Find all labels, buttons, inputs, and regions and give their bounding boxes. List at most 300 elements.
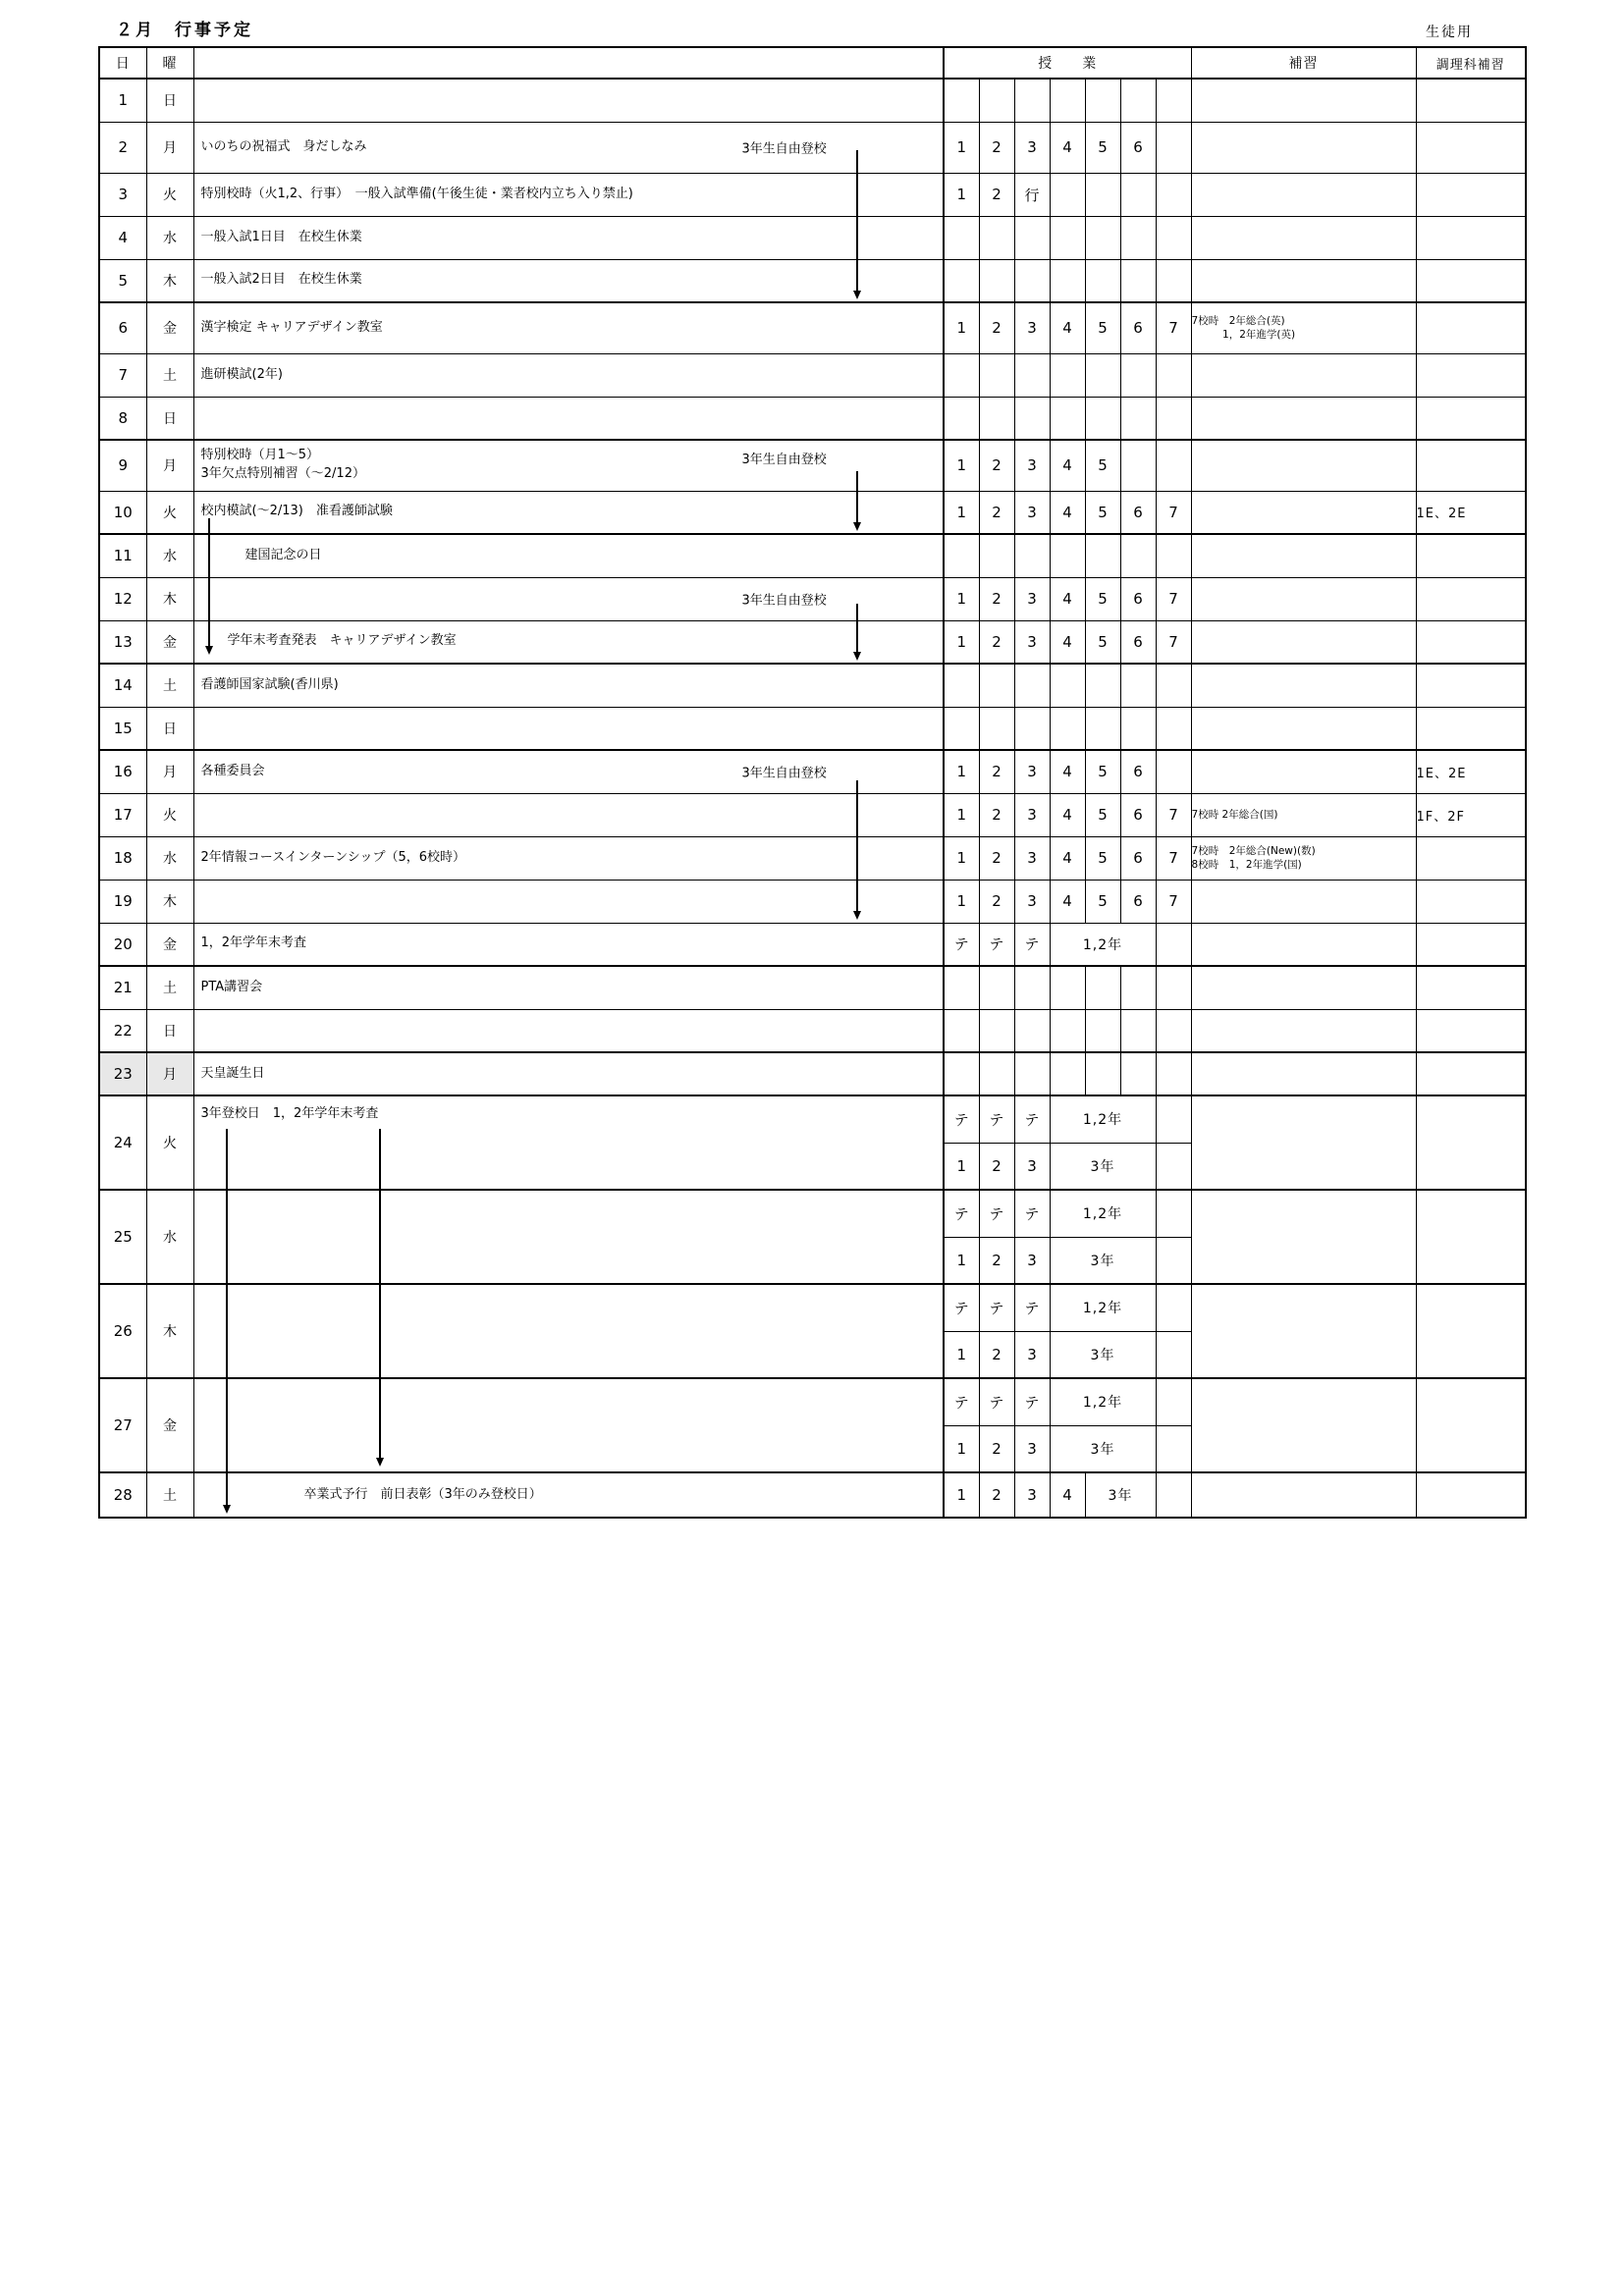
weekday-cell: 水	[146, 836, 193, 880]
period-cell: テ	[979, 1378, 1014, 1425]
supplementary-cell	[1191, 353, 1416, 397]
period-cell: 2	[979, 836, 1014, 880]
period-cell	[1156, 1425, 1191, 1472]
period-cell	[1156, 1190, 1191, 1237]
supplementary-cell	[1191, 620, 1416, 664]
supplementary-cell	[1191, 1009, 1416, 1052]
cooking-supplementary-cell	[1416, 1009, 1526, 1052]
period-cell: 2	[979, 880, 1014, 923]
supplementary-cell	[1191, 966, 1416, 1009]
period-group-cell: 1,2年	[1050, 1095, 1156, 1143]
day-cell: 28	[99, 1472, 146, 1518]
event-line1: 2年情報コースインターンシップ（5，6校時）	[200, 849, 466, 865]
period-cell	[1156, 966, 1191, 1009]
schedule-row-13	[99, 620, 1526, 664]
event-cell	[193, 1190, 944, 1284]
period-cell: 6	[1120, 302, 1156, 353]
period-cell: 3	[1014, 440, 1050, 491]
period-cell	[1156, 122, 1191, 173]
weekday-cell: 木	[146, 577, 193, 620]
day-cell: 16	[99, 750, 146, 793]
period-cell	[1120, 534, 1156, 577]
down-arrow-free-attendance-feb2	[856, 150, 858, 297]
event-line1: 3年登校日 1，2年学年末考査	[200, 1106, 379, 1121]
period-cell	[1156, 1143, 1191, 1190]
cooking-supplementary-cell	[1416, 216, 1526, 259]
period-cell	[1156, 1237, 1191, 1284]
day-cell: 24	[99, 1095, 146, 1190]
period-cell	[1014, 259, 1050, 302]
cooking-supplementary-cell	[1416, 440, 1526, 491]
event-cell	[193, 302, 944, 353]
period-cell	[1156, 259, 1191, 302]
event-text	[194, 1486, 944, 1505]
event-line1: いのちの祝福式 身だしなみ	[200, 138, 367, 154]
event-line1: 特別校時（月1～5）	[200, 448, 320, 463]
cooking-supplementary-cell	[1416, 353, 1526, 397]
period-cell	[979, 534, 1014, 577]
weekday-cell: 月	[146, 750, 193, 793]
cooking-supplementary-cell	[1416, 1095, 1526, 1190]
period-cell	[1085, 173, 1120, 216]
cooking-supplementary-cell: 1E、2E	[1416, 750, 1526, 793]
period-cell	[1050, 397, 1085, 440]
cooking-supplementary-cell	[1416, 923, 1526, 966]
schedule-row-1	[99, 79, 1526, 122]
weekday-cell: 火	[146, 793, 193, 836]
event-line1: 学年末考査発表 キャリアデザイン教室	[227, 633, 457, 649]
period-cell	[1120, 1009, 1156, 1052]
event-text	[194, 934, 944, 953]
period-cell	[1014, 534, 1050, 577]
day-cell: 5	[99, 259, 146, 302]
period-group-cell: 1,2年	[1050, 1378, 1156, 1425]
weekday-cell: 水	[146, 534, 193, 577]
day-cell: 6	[99, 302, 146, 353]
event-text	[194, 138, 944, 157]
period-cell: テ	[944, 923, 979, 966]
period-cell	[979, 397, 1014, 440]
period-cell: 2	[979, 1237, 1014, 1284]
period-cell: 6	[1120, 793, 1156, 836]
event-line1: 各種委員会	[200, 763, 265, 778]
day-cell: 20	[99, 923, 146, 966]
period-cell: テ	[1014, 1284, 1050, 1331]
header-weekday: 曜	[146, 47, 193, 79]
period-cell	[1014, 1052, 1050, 1095]
event-text	[194, 1065, 944, 1084]
period-cell	[979, 707, 1014, 750]
period-cell: テ	[944, 1095, 979, 1143]
event-text	[194, 1379, 944, 1388]
event-cell	[193, 259, 944, 302]
period-cell: 1	[944, 793, 979, 836]
period-cell	[1085, 707, 1120, 750]
period-cell: 1	[944, 440, 979, 491]
period-cell: 5	[1085, 491, 1120, 534]
period-cell: 4	[1050, 491, 1085, 534]
period-cell	[1050, 966, 1085, 1009]
cooking-supplementary-cell	[1416, 173, 1526, 216]
supplementary-cell	[1191, 1052, 1416, 1095]
period-cell: テ	[944, 1378, 979, 1425]
down-arrow-free-attendance-feb9	[856, 471, 858, 529]
schedule-row-2	[99, 122, 1526, 173]
period-cell: 2	[979, 1425, 1014, 1472]
supplementary-cell	[1191, 534, 1416, 577]
period-cell	[1120, 707, 1156, 750]
period-group-cell: 3年	[1050, 1331, 1156, 1378]
cooking-supplementary-cell	[1416, 79, 1526, 122]
weekday-cell: 月	[146, 1052, 193, 1095]
period-cell	[944, 534, 979, 577]
day-cell: 26	[99, 1284, 146, 1378]
period-cell: 1	[944, 302, 979, 353]
weekday-cell: 木	[146, 259, 193, 302]
event-text	[194, 849, 944, 868]
cooking-supplementary-cell	[1416, 1284, 1526, 1378]
event-line1: 漢字検定 キャリアデザイン教室	[200, 319, 383, 335]
period-group-cell: 1,2年	[1050, 923, 1156, 966]
event-cell	[193, 440, 944, 491]
period-cell	[1050, 1009, 1085, 1052]
period-cell: 1	[944, 1425, 979, 1472]
event-cell	[193, 173, 944, 216]
schedule-row-23	[99, 1052, 1526, 1095]
period-cell	[979, 353, 1014, 397]
period-cell: 6	[1120, 577, 1156, 620]
period-cell	[1120, 440, 1156, 491]
event-text	[194, 632, 944, 651]
period-cell: 6	[1120, 836, 1156, 880]
schedule-row-16	[99, 750, 1526, 793]
period-cell: 1	[944, 122, 979, 173]
period-cell	[1050, 707, 1085, 750]
period-cell: 5	[1085, 750, 1120, 793]
day-cell: 4	[99, 216, 146, 259]
period-cell	[944, 966, 979, 1009]
period-cell	[1085, 966, 1120, 1009]
supplementary-cell	[1191, 397, 1416, 440]
event-line1: 特別校時（火1,2、行事） 一般入試準備(午後生徒・業者校内立ち入り禁止)	[200, 186, 633, 201]
period-cell	[1014, 79, 1050, 122]
day-cell: 1	[99, 79, 146, 122]
event-right-note: 3年生自由登校	[741, 141, 827, 157]
period-cell: 7	[1156, 577, 1191, 620]
event-cell	[193, 1009, 944, 1052]
period-cell	[1156, 440, 1191, 491]
event-line1: 建国記念の日	[244, 547, 322, 562]
weekday-cell: 日	[146, 1009, 193, 1052]
period-cell	[1085, 1052, 1120, 1095]
event-line1: 1，2年学年末考査	[200, 935, 307, 951]
event-cell	[193, 620, 944, 664]
event-text	[194, 1096, 944, 1124]
period-cell: 1	[944, 880, 979, 923]
weekday-cell: 木	[146, 880, 193, 923]
cooking-supplementary-cell	[1416, 620, 1526, 664]
day-cell: 2	[99, 122, 146, 173]
schedule-row-24	[99, 1095, 1526, 1143]
period-cell	[1014, 664, 1050, 707]
period-cell	[1156, 173, 1191, 216]
cooking-supplementary-cell	[1416, 1190, 1526, 1284]
period-cell: 2	[979, 122, 1014, 173]
schedule-row-14	[99, 664, 1526, 707]
period-cell	[1050, 173, 1085, 216]
period-cell: 2	[979, 491, 1014, 534]
period-cell	[1085, 353, 1120, 397]
period-cell: 5	[1085, 620, 1120, 664]
event-text	[194, 229, 944, 247]
event-line1: 校内模試(～2/13) 准看護師試験	[200, 504, 393, 519]
event-right-note: 3年生自由登校	[741, 593, 827, 609]
schedule-row-8	[99, 397, 1526, 440]
period-cell	[1156, 1009, 1191, 1052]
supplementary-cell	[1191, 577, 1416, 620]
schedule-row-4	[99, 216, 1526, 259]
event-line1: 看護師国家試験(香川県)	[200, 676, 339, 692]
event-text	[194, 547, 944, 565]
period-cell	[944, 707, 979, 750]
cooking-supplementary-cell	[1416, 880, 1526, 923]
event-cell	[193, 534, 944, 577]
period-cell	[1050, 353, 1085, 397]
period-cell: 3	[1014, 122, 1050, 173]
period-cell	[1156, 216, 1191, 259]
period-cell	[1014, 1009, 1050, 1052]
event-text	[194, 1285, 944, 1294]
down-arrow-free-attendance-feb16	[856, 780, 858, 918]
event-cell	[193, 923, 944, 966]
period-cell	[1156, 707, 1191, 750]
period-cell	[1156, 1052, 1191, 1095]
supplementary-line: 8校時 1，2年進学(国)	[1191, 859, 1302, 871]
down-arrow-grade3-attendance	[226, 1129, 228, 1512]
event-cell	[193, 1284, 944, 1378]
period-cell	[1120, 1052, 1156, 1095]
period-cell: テ	[979, 1190, 1014, 1237]
period-cell	[1085, 397, 1120, 440]
period-cell: 6	[1120, 750, 1156, 793]
day-cell: 7	[99, 353, 146, 397]
period-cell: 2	[979, 302, 1014, 353]
schedule-row-9	[99, 440, 1526, 491]
event-cell	[193, 750, 944, 793]
period-cell: テ	[1014, 1378, 1050, 1425]
period-cell	[1120, 216, 1156, 259]
event-text	[194, 186, 944, 204]
schedule-row-18	[99, 836, 1526, 880]
schedule-row-12	[99, 577, 1526, 620]
supplementary-cell	[1191, 793, 1416, 836]
cooking-supplementary-cell	[1416, 577, 1526, 620]
supplementary-cell	[1191, 923, 1416, 966]
period-cell: 2	[979, 173, 1014, 216]
period-group-cell: 1,2年	[1050, 1284, 1156, 1331]
cooking-supplementary-cell	[1416, 259, 1526, 302]
period-cell: 1	[944, 620, 979, 664]
period-cell	[1050, 664, 1085, 707]
event-cell	[193, 793, 944, 836]
supplementary-cell	[1191, 1190, 1416, 1284]
event-cell	[193, 397, 944, 440]
day-cell: 15	[99, 707, 146, 750]
event-cell	[193, 577, 944, 620]
period-cell	[1085, 534, 1120, 577]
period-cell: 2	[979, 1331, 1014, 1378]
supplementary-cell	[1191, 122, 1416, 173]
day-cell: 14	[99, 664, 146, 707]
weekday-cell: 日	[146, 707, 193, 750]
cooking-supplementary-cell	[1416, 707, 1526, 750]
down-arrow-free-attendance-feb12	[856, 604, 858, 659]
weekday-cell: 火	[146, 1095, 193, 1190]
period-cell: 3	[1014, 577, 1050, 620]
supplementary-cell	[1191, 1095, 1416, 1190]
period-cell	[979, 216, 1014, 259]
weekday-cell: 木	[146, 1284, 193, 1378]
header-row	[99, 47, 1526, 79]
period-cell: テ	[1014, 1095, 1050, 1143]
event-text	[194, 503, 944, 521]
period-cell: 7	[1156, 302, 1191, 353]
cooking-supplementary-cell	[1416, 664, 1526, 707]
period-group-cell: 3年	[1050, 1425, 1156, 1472]
period-cell	[1156, 664, 1191, 707]
period-cell	[944, 216, 979, 259]
period-cell: 3	[1014, 620, 1050, 664]
supplementary-cell	[1191, 302, 1416, 353]
period-cell: 4	[1050, 1472, 1085, 1518]
period-cell: 1	[944, 173, 979, 216]
period-cell	[1156, 1284, 1191, 1331]
period-cell	[1014, 966, 1050, 1009]
period-cell	[1085, 1009, 1120, 1052]
supplementary-cell	[1191, 216, 1416, 259]
period-cell: 5	[1085, 577, 1120, 620]
weekday-cell: 土	[146, 1472, 193, 1518]
period-cell: 2	[979, 793, 1014, 836]
period-cell: 6	[1120, 880, 1156, 923]
cooking-supplementary-cell	[1416, 1472, 1526, 1518]
event-line1: 一般入試2日目 在校生休業	[200, 272, 362, 288]
period-cell: テ	[1014, 923, 1050, 966]
period-cell: 行	[1014, 173, 1050, 216]
period-cell: 2	[979, 1143, 1014, 1190]
period-cell: テ	[979, 1284, 1014, 1331]
schedule-row-27	[99, 1378, 1526, 1425]
header-classes: 授 業	[944, 47, 1191, 79]
period-cell	[1085, 79, 1120, 122]
period-group-cell: 3年	[1050, 1143, 1156, 1190]
cooking-supplementary-cell: 1F、2F	[1416, 793, 1526, 836]
period-cell	[1050, 1052, 1085, 1095]
schedule-row-3	[99, 173, 1526, 216]
cooking-supplementary-cell: 1E、2E	[1416, 491, 1526, 534]
supplementary-cell	[1191, 664, 1416, 707]
period-cell	[1085, 259, 1120, 302]
schedule-row-15	[99, 707, 1526, 750]
period-cell	[1014, 397, 1050, 440]
event-cell	[193, 664, 944, 707]
supplementary-line: 7校時 2年総合(英)	[1191, 315, 1285, 328]
weekday-cell: 日	[146, 79, 193, 122]
period-cell: 5	[1085, 302, 1120, 353]
weekday-cell: 日	[146, 397, 193, 440]
weekday-cell: 金	[146, 1378, 193, 1472]
period-cell	[1120, 397, 1156, 440]
schedule-row-10	[99, 491, 1526, 534]
period-cell: 2	[979, 577, 1014, 620]
cooking-supplementary-cell	[1416, 836, 1526, 880]
event-line1: 卒業式予行 前日表彰（3年のみ登校日）	[303, 1486, 542, 1502]
day-cell: 10	[99, 491, 146, 534]
period-cell: 5	[1085, 836, 1120, 880]
weekday-cell: 水	[146, 1190, 193, 1284]
event-text	[194, 1191, 944, 1200]
event-cell	[193, 1378, 944, 1472]
period-cell	[1050, 79, 1085, 122]
period-cell	[1156, 353, 1191, 397]
weekday-cell: 金	[146, 620, 193, 664]
event-cell	[193, 1095, 944, 1190]
down-arrow-yearend-exam	[379, 1129, 381, 1465]
period-cell	[944, 397, 979, 440]
period-cell	[1120, 79, 1156, 122]
cooking-supplementary-cell	[1416, 1052, 1526, 1095]
period-cell: 1	[944, 1331, 979, 1378]
supplementary-cell	[1191, 259, 1416, 302]
day-cell: 19	[99, 880, 146, 923]
schedule-table	[98, 46, 1527, 1519]
period-cell	[1120, 664, 1156, 707]
corner-note: 生徒用	[1426, 25, 1473, 40]
period-cell: 2	[979, 620, 1014, 664]
period-cell: 3	[1014, 1472, 1050, 1518]
period-cell: 7	[1156, 491, 1191, 534]
weekday-cell: 土	[146, 353, 193, 397]
event-line1: 進研模試(2年)	[200, 366, 283, 382]
schedule-row-5	[99, 259, 1526, 302]
event-cell	[193, 1472, 944, 1518]
event-right-note: 3年生自由登校	[741, 453, 827, 467]
period-cell	[944, 259, 979, 302]
period-cell: 6	[1120, 491, 1156, 534]
period-cell: 4	[1050, 793, 1085, 836]
period-cell: 2	[979, 440, 1014, 491]
supplementary-cell	[1191, 79, 1416, 122]
supplementary-cell	[1191, 1378, 1416, 1472]
period-cell: 5	[1085, 880, 1120, 923]
period-cell	[1120, 966, 1156, 1009]
period-cell	[944, 1009, 979, 1052]
day-cell: 11	[99, 534, 146, 577]
period-cell	[944, 664, 979, 707]
period-cell: 5	[1085, 440, 1120, 491]
event-text	[194, 763, 944, 781]
event-text	[194, 447, 944, 484]
header-cooking: 調理科補習	[1416, 47, 1526, 79]
period-group-cell: 3年	[1085, 1472, 1156, 1518]
period-cell: 3	[1014, 1331, 1050, 1378]
day-cell: 12	[99, 577, 146, 620]
schedule-row-11	[99, 534, 1526, 577]
event-cell	[193, 966, 944, 1009]
event-text	[194, 319, 944, 338]
cooking-supplementary-cell	[1416, 1378, 1526, 1472]
event-cell	[193, 79, 944, 122]
